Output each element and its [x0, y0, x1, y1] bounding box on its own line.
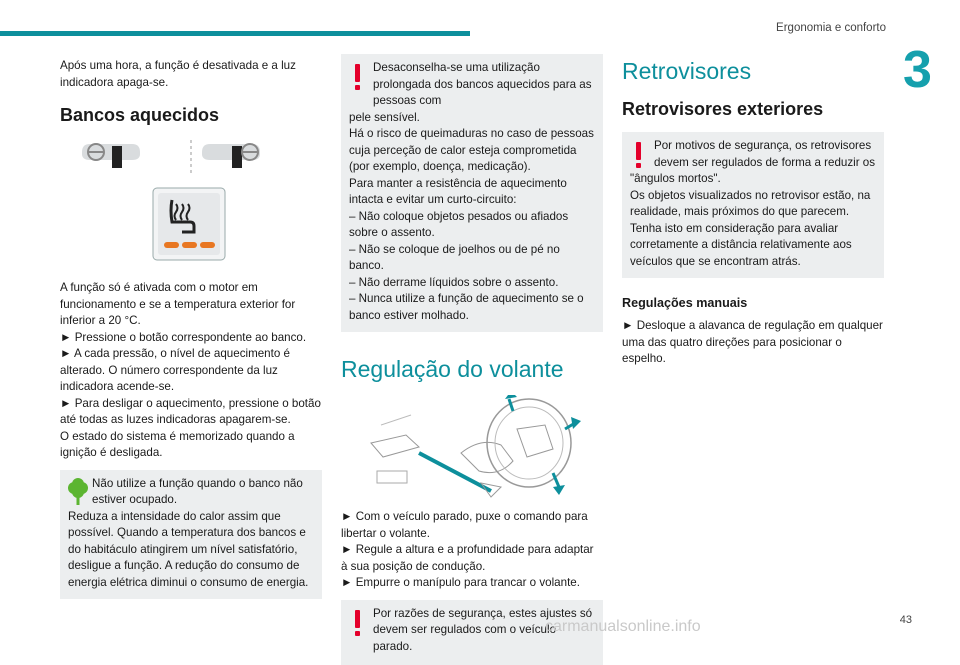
warning-text-4: – Não coloque objetos pesados ou afiados sobre o assento. — [349, 209, 595, 242]
warning-text-7: – Nunca utilize a função de aquecimento se o banco estiver molhado. — [349, 291, 595, 324]
chapter-number: 3 — [903, 44, 932, 96]
header-accent-bar — [0, 31, 470, 36]
manual-adjust-text: ► Desloque a alavanca de regulação em qualquer uma das quatro direções para posicionar o espelho. — [622, 318, 884, 368]
page-number: 43 — [900, 614, 912, 626]
column-1 — [60, 58, 322, 599]
warning-text-1: pele sensível. — [349, 110, 595, 127]
warning-text-2: Há o risco de queimaduras no caso de pessoas cuja perceção de calor esteja comprometida (por exemplo, doença, medicação). — [349, 126, 595, 176]
manual-adjust-heading: Regulações manuais — [622, 296, 884, 310]
mirrors-warning-box — [622, 132, 884, 278]
eco-tip-lead: Não utilize a função quando o banco não estiver ocupado. — [68, 476, 314, 509]
seat-diagram — [60, 138, 322, 268]
exterior-mirrors-heading: Retrovisores exteriores — [622, 99, 884, 120]
warning-icon — [351, 64, 365, 92]
heated-seats-heading: Bancos aquecidos — [60, 105, 322, 126]
heated-seats-text-2: ► Pressione o botão correspondente ao banco. — [60, 330, 322, 347]
heated-seats-text-4: ► Para desligar o aquecimento, pressione o botão até todas as luzes indicadoras apagarem-se. — [60, 396, 322, 429]
steering-adjust-heading: Regulação do volante — [341, 356, 603, 383]
eco-tree-icon — [66, 478, 90, 506]
heated-seat-button — [153, 188, 225, 260]
watermark: carmanualsonline.info — [545, 618, 701, 636]
eco-tip-text: Reduza a intensidade do calor assim que possível. Quando a temperatura dos bancos e do habitáculo atingirem um nível satisfatório, desligue a função. A redução do consumo de energia elétrica diminui o consumo de energia. — [68, 509, 314, 592]
steering-step-3: ► Empurre o manípulo para trancar o volante. — [341, 575, 603, 592]
column-2 — [341, 58, 603, 665]
warning-icon — [351, 610, 365, 638]
warning-text-3: Para manter a resistência de aquecimento intacta e evitar um curto-circuito: — [349, 176, 595, 209]
steering-step-2: ► Regule a altura e a profundidade para adaptar à sua posição de condução. — [341, 542, 603, 575]
mirrors-heading: Retrovisores — [622, 58, 884, 85]
intro-paragraph: Após uma hora, a função é desativada e a luz indicadora apaga-se. — [60, 58, 322, 91]
steering-step-1: ► Com o veículo parado, puxe o comando para libertar o volante. — [341, 509, 603, 542]
mirrors-warning-text-1: "ângulos mortos". — [630, 171, 876, 188]
heated-seats-warning-box — [341, 54, 603, 332]
mirrors-warning-text-2: Os objetos visualizados no retrovisor estão, na realidade, mais próximos do que parecem. Tenha isto em consideração para avaliar corretamente a distância relativamente aos veículos que se encontram atrás. — [630, 188, 876, 271]
warning-lead: Desaconselha-se uma utilização prolongada dos bancos aquecidos para as pessoas com — [349, 60, 595, 110]
heated-seats-text-3: ► A cada pressão, o nível de aquecimento é alterado. O número correspondente da luz indicadora acende-se. — [60, 346, 322, 396]
left-dashboard-icon — [82, 144, 140, 168]
right-dashboard-icon — [202, 144, 260, 168]
warning-icon — [632, 142, 646, 170]
mirrors-warning-lead: Por motivos de segurança, os retrovisores devem ser regulados de forma a reduzir os — [630, 138, 876, 171]
steering-warning-text: Por razões de segurança, estes ajustes só devem ser regulados com o veículo parado. — [349, 606, 595, 656]
steering-wheel-diagram — [341, 395, 603, 503]
warning-text-5: – Não se coloque de joelhos ou de pé no banco. — [349, 242, 595, 275]
heated-seats-text-5: O estado do sistema é memorizado quando a ignição é desligada. — [60, 429, 322, 462]
column-3 — [622, 58, 884, 368]
warning-text-6: – Não derrame líquidos sobre o assento. — [349, 275, 595, 292]
eco-tip-box — [60, 470, 322, 600]
section-title: Ergonomia e conforto — [776, 22, 886, 34]
heated-seats-text-1: A função só é ativada com o motor em funcionamento e se a temperatura exterior for inferior a 20 °C. — [60, 280, 322, 330]
